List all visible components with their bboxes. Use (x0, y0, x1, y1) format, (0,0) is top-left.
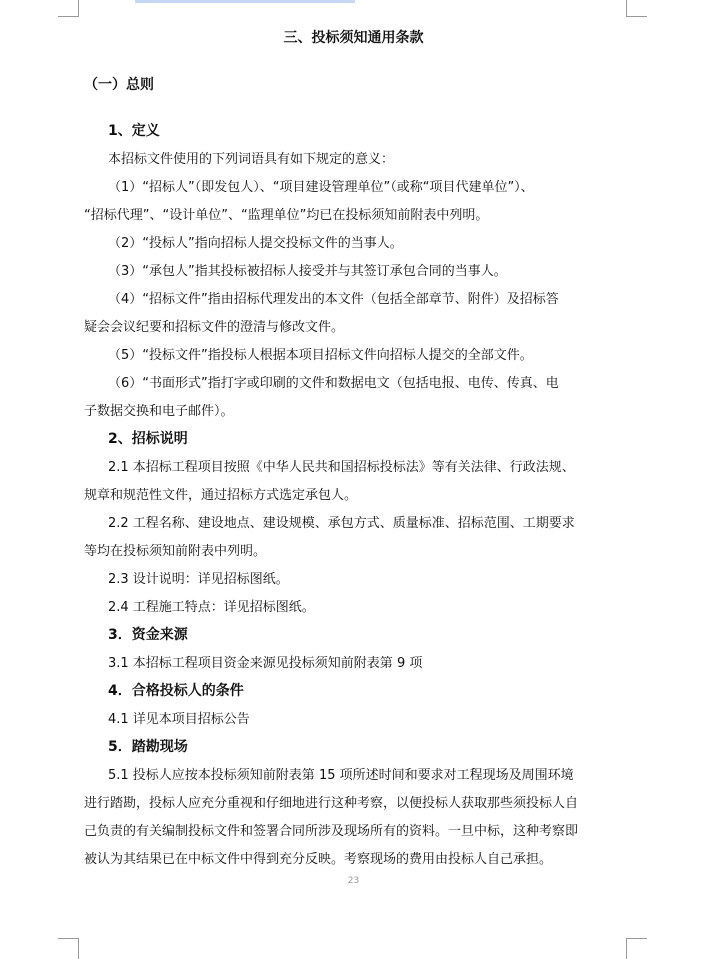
paragraph-line: （5）“投标文件”指投标人根据本项目招标文件向招标人提交的全部文件。 (108, 348, 533, 363)
heading-funding-source: 3．资金来源 (108, 627, 188, 643)
paragraph-line: “招标代理”、“设计单位”、“监理单位”均已在投标须知前附表中列明。 (84, 208, 489, 223)
paragraph-line: 4.1 详见本项目招标公告 (108, 712, 250, 727)
paragraph-line: 3.1 本招标工程项目资金来源见投标须知前附表第 9 项 (108, 656, 423, 671)
paragraph-line: （2）“投标人”指向招标人提交投标文件的当事人。 (108, 236, 403, 251)
selection-highlight (135, 0, 355, 3)
paragraph-line: 规章和规范性文件，通过招标方式选定承包人。 (84, 488, 358, 503)
paragraph-line: 2.1 本招标工程项目按照《中华人民共和国招标投标法》等有关法律、行政法规、 (108, 460, 575, 475)
paragraph-line: 己负责的有关编制投标文件和签署合同所涉及现场所有的资料。一旦中标，这种考察即 (84, 824, 579, 839)
crop-mark-top-left (58, 0, 79, 17)
paragraph-line: 2.3 设计说明：详见招标图纸。 (108, 572, 289, 587)
paragraph-line: 2.2 工程名称、建设地点、建设规模、承包方式、质量标准、招标范围、工期要求 (108, 516, 575, 531)
page-number: 23 (347, 876, 360, 886)
heading-bidder-qualifications: 4．合格投标人的条件 (108, 683, 244, 699)
paragraph-line: 被认为其结果已在中标文件中得到充分反映。考察现场的费用由投标人自己承担。 (84, 852, 553, 867)
page-title: 三、投标须知通用条款 (283, 30, 424, 46)
paragraph-line: 疑会会议纪要和招标文件的澄清与修改文件。 (84, 320, 345, 335)
paragraph-line: （3）“承包人”指其投标被招标人接受并与其签订承包合同的当事人。 (108, 264, 507, 279)
crop-mark-bottom-right (626, 938, 647, 959)
paragraph-line: 本招标文件使用的下列词语具有如下规定的意义： (108, 152, 395, 167)
paragraph-line: （4）“招标文件”指由招标代理发出的本文件（包括全部章节、附件）及招标答 (108, 292, 559, 307)
paragraph-line: 进行踏勘，投标人应充分重视和仔细地进行这种考察，以便投标人获取那些须投标人自 (84, 796, 579, 811)
paragraph-line: 2.4 工程施工特点：详见招标图纸。 (108, 600, 315, 615)
crop-mark-top-right (626, 0, 647, 17)
paragraph-line: （6）“书面形式”指打字或印刷的文件和数据电文（包括电报、电传、传真、电 (108, 376, 559, 391)
heading-definitions: 1、定义 (108, 123, 160, 139)
paragraph-line: 等均在投标须知前附表中列明。 (84, 544, 267, 559)
paragraph-line: 子数据交换和电子邮件）。 (84, 404, 234, 419)
paragraph-line: （1）“招标人”（即发包人）、“项目建设管理单位”（或称“项目代建单位”）、 (108, 180, 534, 195)
heading-site-visit: 5．踏勘现场 (108, 739, 188, 755)
section-heading: （一）总则 (84, 77, 154, 93)
paragraph-line: 5.1 投标人应按本投标须知前附表第 15 项所述时间和要求对工程现场及周围环境 (108, 768, 574, 783)
heading-tender-description: 2、招标说明 (108, 431, 188, 447)
crop-mark-bottom-left (58, 938, 79, 959)
